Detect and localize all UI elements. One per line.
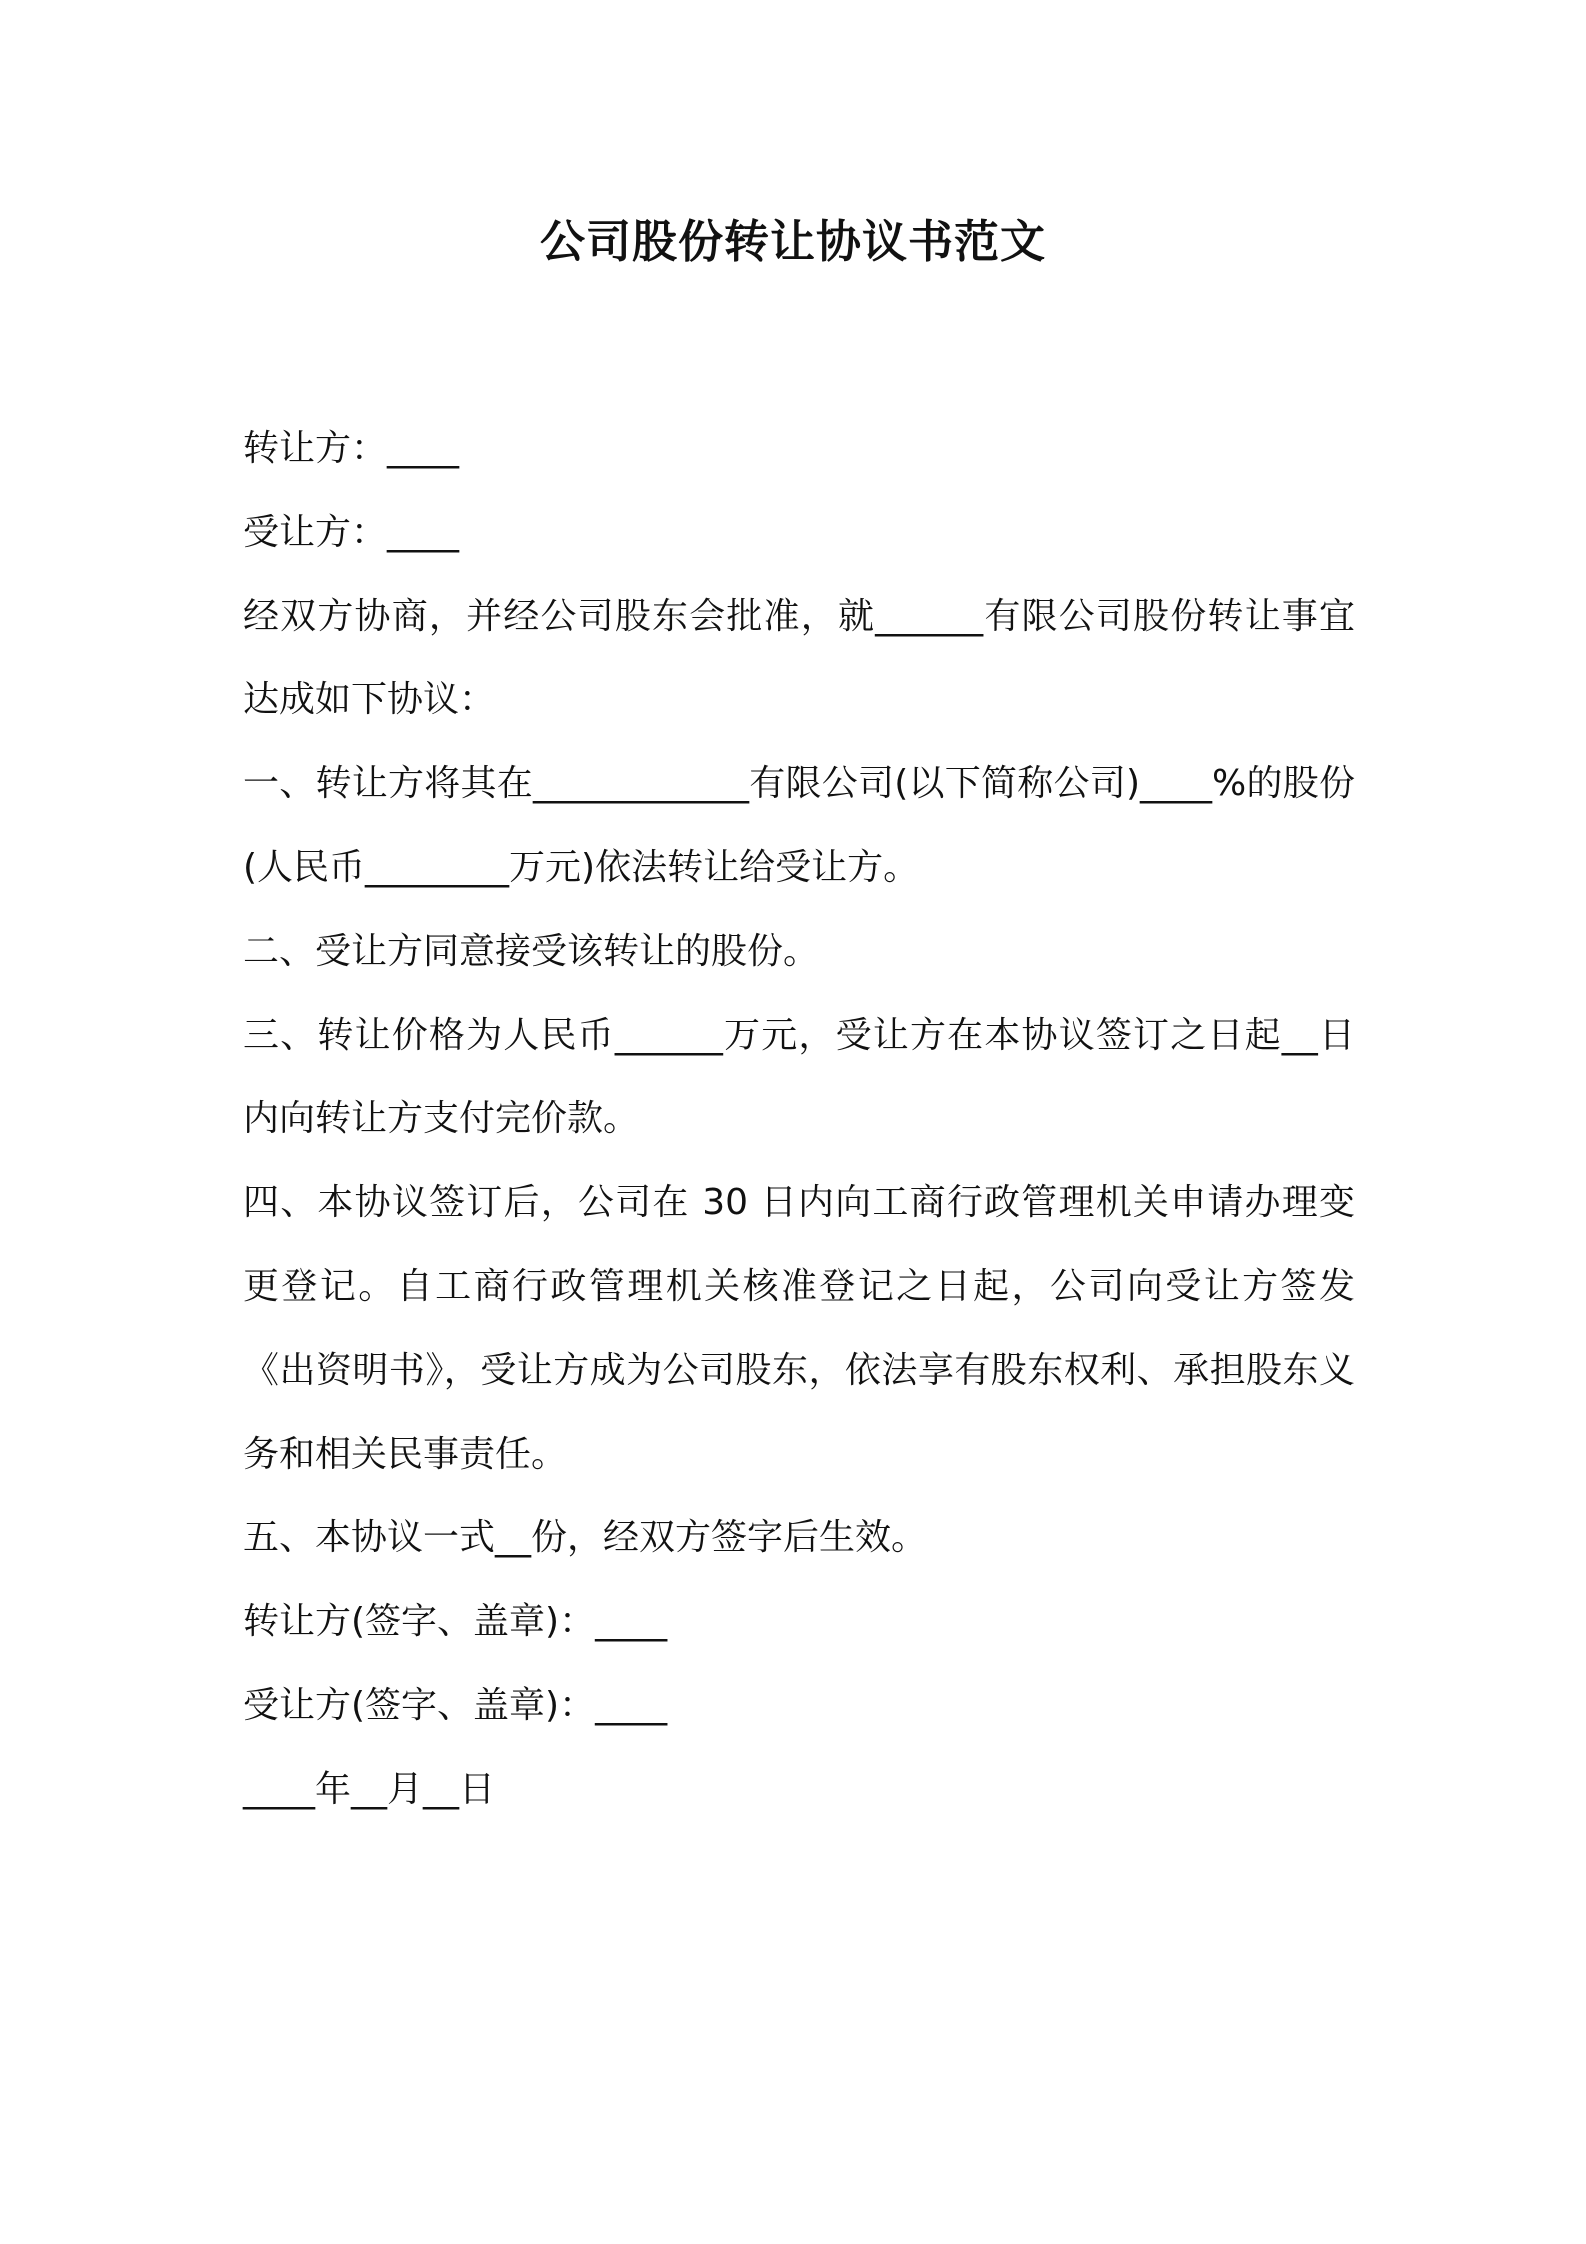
- document-body: [243, 407, 1355, 1832]
- transferor-line: 转让方：____: [243, 428, 460, 469]
- clause-2: 二、受让方同意接受该转让的股份。: [243, 930, 820, 972]
- preamble-paragraph: 经双方协商，并经公司股东会批准，就______有限公司股份转让事宜达成如下协议：: [243, 595, 1355, 721]
- clause-3: 三、转让价格为人民币______万元，受让方在本协议签订之日起__日内向转让方支付完价款。: [243, 1014, 1355, 1140]
- clause-4: 四、本协议签订后，公司在 30 日内向工商行政管理机关申请办理变更登记。自工商行政管理机关核准登记之日起，公司向受让方签发《出资明书》，受让方成为公司股东，依法享有股东权利、承担股东义务和相关民事责任。: [243, 1182, 1355, 1475]
- date-line: ____年__月__日: [243, 1768, 496, 1810]
- document-title: 公司股份转让协议书范文: [539, 215, 1046, 268]
- clause-5: 五、本协议一式__份，经双方签字后生效。: [243, 1517, 928, 1559]
- clause-1: 一、转让方将其在____________有限公司(以下简称公司)____%的股份(人民币________万元)依法转让给受让方。: [243, 763, 1355, 888]
- transferee-line: 受让方：____: [243, 511, 460, 553]
- transferee-signature-line: 受让方(签字、盖章)：____: [243, 1684, 668, 1726]
- transferor-signature-line: 转让方(签字、盖章)：____: [243, 1601, 668, 1643]
